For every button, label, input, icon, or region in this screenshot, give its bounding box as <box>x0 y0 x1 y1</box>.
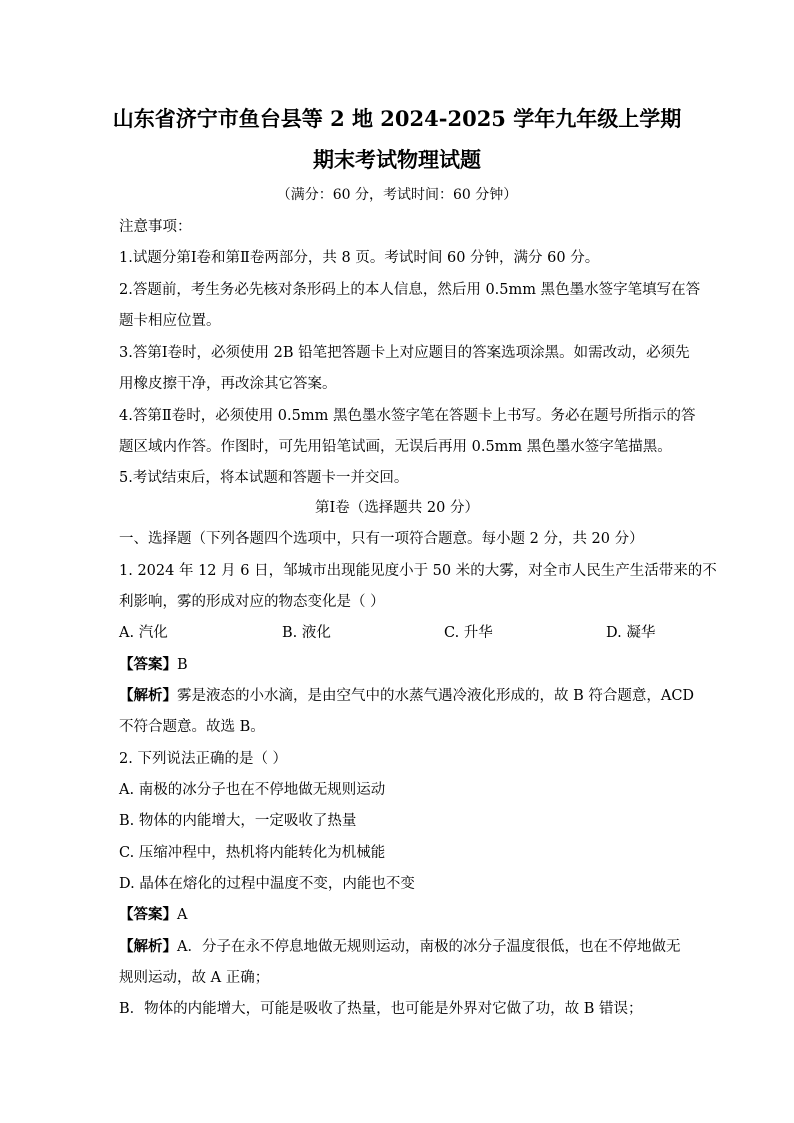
q1-analysis-line1 <box>119 686 695 706</box>
exam-title-line2: 期末考试物理试题 <box>313 147 481 172</box>
q2-answer-label: 【答案】 <box>119 906 177 923</box>
exam-title-line1: 山东省济宁市鱼台县等 2 地 2024-2025 学年九年级上学期 <box>112 106 682 131</box>
q1-option-b: B. 液化 <box>282 625 331 641</box>
notes-heading: 注意事项： <box>119 219 192 235</box>
part-title: 一、选择题（下列各题四个选项中，只有一项符合题意。每小题 2 分，共 20 分） <box>119 531 644 547</box>
q1-answer-value: B <box>177 657 188 673</box>
exam-subtitle: （满分：60 分，考试时间：60 分钟） <box>276 187 518 203</box>
q2-option-b: B. 物体的内能增大，一定吸收了热量 <box>119 813 357 829</box>
q2-analysis-line3: B．物体的内能增大，可能是吸收了热量，也可能是外界对它做了功，故 B 错误； <box>119 1001 643 1017</box>
q2-option-a: A. 南极的冰分子也在不停地做无规则运动 <box>119 782 386 798</box>
q2-analysis-text1: A．分子在永不停息地做无规则运动，南极的冰分子温度很低，也在不停地做无 <box>177 939 681 955</box>
notes-line-5: 用橡皮擦干净，再改涂其它答案。 <box>119 376 337 392</box>
q2-stem: 2. 下列说法正确的是（ ） <box>119 751 288 767</box>
q1-answer-label: 【答案】 <box>119 656 177 673</box>
volume-title: 第Ⅰ卷（选择题共 20 分） <box>315 500 479 516</box>
q1-analysis-line2: 不符合题意。故选 B。 <box>119 719 265 735</box>
q2-answer-value: A <box>177 907 188 923</box>
notes-line-8: 5.考试结束后，将本试题和答题卡一并交回。 <box>119 470 409 486</box>
q2-option-c: C. 压缩冲程中，热机将内能转化为机械能 <box>119 845 386 861</box>
q2-analysis-line2: 规则运动，故 A 正确； <box>119 970 270 986</box>
q1-analysis-text1: 雾是液态的小水滴，是由空气中的水蒸气遇冷液化形成的，故 B 符合题意，ACD <box>177 688 695 704</box>
q1-stem-line1: 1. 2024 年 12 月 6 日，邹城市出现能见度小于 50 米的大雾，对全市人民生产生活带来的不 <box>119 563 717 579</box>
notes-line-6: 4.答第Ⅱ卷时，必须使用 0.5mm 黑色墨水签字笔在答题卡上书写。务必在题号所指示的答 <box>119 408 696 424</box>
q2-answer <box>119 905 675 925</box>
q1-analysis-label: 【解析】 <box>119 687 177 704</box>
q1-option-c: C. 升华 <box>444 625 493 641</box>
notes-line-2: 2.答题前，考生务必先核对条形码上的本人信息，然后用 0.5mm 黑色墨水签字笔填写在答 <box>119 282 701 298</box>
notes-line-1: 1.试题分第Ⅰ卷和第Ⅱ卷两部分，共 8 页。考试时间 60 分钟，满分 60 分。 <box>119 250 600 266</box>
notes-line-3: 题卡相应位置。 <box>119 313 221 329</box>
q2-analysis-label: 【解析】 <box>119 938 177 955</box>
notes-line-4: 3.答第Ⅰ卷时，必须使用 2B 铅笔把答题卡上对应题目的答案选项涂黑。如需改动，必须先 <box>119 345 690 361</box>
q2-option-d: D. 晶体在熔化的过程中温度不变，内能也不变 <box>119 876 415 892</box>
q2-analysis-line1 <box>119 937 681 957</box>
q1-answer <box>119 655 675 675</box>
q1-option-a: A. 汽化 <box>119 625 168 641</box>
notes-line-7: 题区域内作答。作图时，可先用铅笔试画，无误后再用 0.5mm 黑色墨水签字笔描黑。 <box>119 439 672 455</box>
q1-stem-line2: 利影响，雾的形成对应的物态变化是（ ） <box>119 594 385 610</box>
q1-option-d: D. 凝华 <box>606 625 656 641</box>
